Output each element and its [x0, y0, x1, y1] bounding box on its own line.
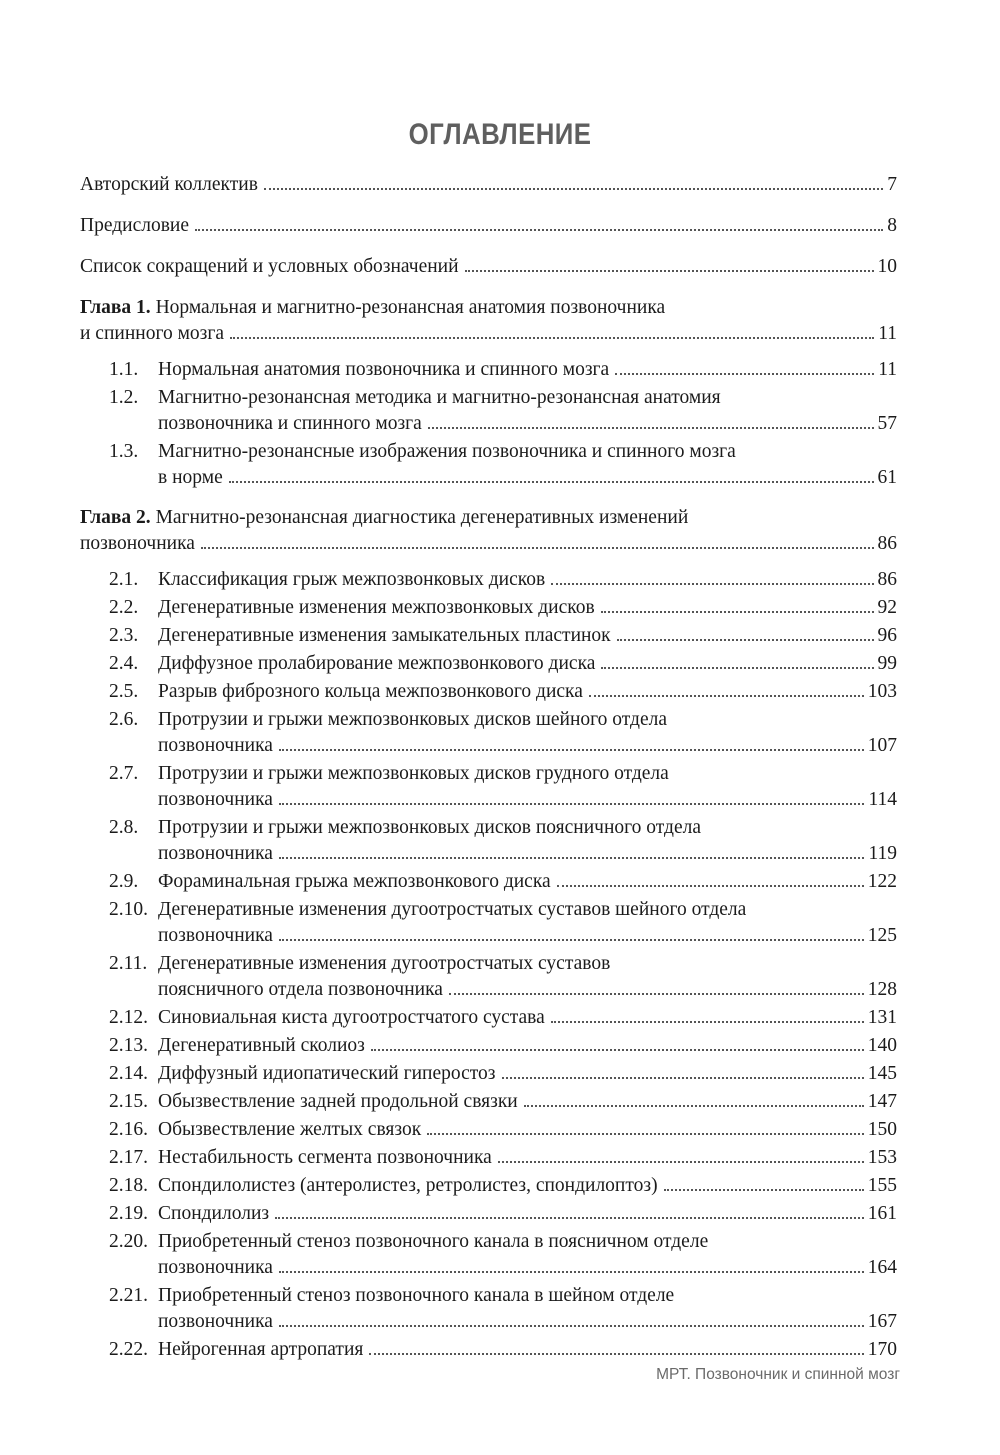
toc-section-entry[interactable] [80, 1117, 897, 1143]
section-title: Протрузии и грыжи межпозвонковых дисков грудного отдела [158, 763, 669, 784]
toc-page-number: 10 [877, 256, 897, 277]
leader-dots [279, 857, 865, 859]
leader-dots [617, 639, 874, 641]
section-title-cont: позвоночника [158, 843, 273, 864]
chapter-heading [80, 295, 897, 321]
leader-dots [369, 1353, 863, 1355]
section-number: 2.17. [109, 1147, 148, 1168]
section-title: Протрузии и грыжи межпозвонковых дисков шейного отдела [158, 709, 667, 730]
chapter-2-sections [80, 567, 897, 1363]
toc-entry-authors[interactable] [80, 172, 897, 198]
leader-dots [279, 939, 864, 941]
chapter-heading [80, 505, 897, 531]
toc-entry-title: Авторский коллектив [80, 174, 258, 195]
toc-section-entry[interactable] [80, 385, 897, 437]
leader-dots [601, 667, 873, 669]
section-title: Обызвествление желтых связок [158, 1119, 422, 1140]
toc-page-number: 7 [887, 174, 897, 195]
leader-dots [428, 427, 874, 429]
leader-dots [601, 611, 874, 613]
chapter-title-cont: и спинного мозга [80, 323, 225, 344]
leader-dots [275, 1217, 864, 1219]
leader-dots [557, 885, 864, 887]
section-number: 2.12. [109, 1007, 148, 1028]
section-number: 1.2. [109, 387, 139, 408]
toc-page-number: 125 [867, 925, 897, 946]
toc-section-entry[interactable] [80, 869, 897, 895]
section-number: 2.14. [109, 1063, 148, 1084]
section-number: 2.9. [109, 871, 139, 892]
toc-page-number: 140 [867, 1035, 897, 1056]
leader-dots [195, 229, 883, 231]
leader-dots [449, 993, 864, 995]
toc-section-entry[interactable] [80, 1229, 897, 1281]
toc-entry-title: Предисловие [80, 215, 190, 236]
section-number: 2.16. [109, 1119, 148, 1140]
toc-entry-abbreviations[interactable] [80, 254, 897, 280]
toc-chapter-1[interactable] [80, 295, 897, 347]
section-title: Нейрогенная артропатия [158, 1339, 364, 1360]
leader-dots [615, 373, 874, 375]
toc-section-entry[interactable] [80, 1061, 897, 1087]
chapter-label: Глава 2. [80, 507, 151, 528]
chapter-label: Глава 1. [80, 297, 151, 318]
section-title: Дегенеративный сколиоз [158, 1035, 365, 1056]
table-of-contents [80, 172, 897, 1377]
section-title: Дегенеративные изменения межпозвонковых дисков [158, 597, 595, 618]
section-number: 2.8. [109, 817, 139, 838]
section-title: Спондилолистез (антеролистез, ретролистез, спондилоптоз) [158, 1175, 658, 1196]
leader-dots [664, 1189, 864, 1191]
toc-section-entry[interactable] [80, 651, 897, 677]
toc-page-number: 131 [867, 1007, 897, 1028]
toc-section-entry[interactable] [80, 595, 897, 621]
section-title: Нестабильность сегмента позвоночника [158, 1147, 492, 1168]
section-number: 2.18. [109, 1175, 148, 1196]
section-title: Приобретенный стеноз позвоночного канала в шейном отделе [158, 1285, 675, 1306]
section-title: Магнитно-резонансные изображения позвоночника и спинного мозга [158, 441, 736, 462]
toc-page-number: 122 [867, 871, 897, 892]
toc-entry-preface[interactable] [80, 213, 897, 239]
section-title: Дегенеративные изменения дугоотростчатых суставов шейного отдела [158, 899, 747, 920]
toc-page-number: 86 [877, 569, 897, 590]
leader-dots [279, 803, 865, 805]
section-title-cont: позвоночника [158, 925, 273, 946]
toc-page-number: 164 [867, 1257, 897, 1278]
toc-section-entry[interactable] [80, 439, 897, 491]
section-title: Магнитно-резонансная методика и магнитно-резонансная анатомия [158, 387, 721, 408]
leader-dots [279, 1325, 864, 1327]
section-title-cont: позвоночника [158, 789, 273, 810]
toc-section-entry[interactable] [80, 1283, 897, 1335]
section-title-cont: позвоночника и спинного мозга [158, 413, 422, 434]
toc-section-entry[interactable] [80, 815, 897, 867]
chapter-title-cont: позвоночника [80, 533, 195, 554]
leader-dots [230, 337, 874, 339]
toc-page-number: 92 [877, 597, 897, 618]
leader-dots [502, 1077, 864, 1079]
chapter-title: Магнитно-резонансная диагностика дегенеративных изменений [155, 507, 689, 528]
leader-dots [551, 583, 873, 585]
toc-section-entry[interactable] [80, 951, 897, 1003]
running-footer: МРТ. Позвоночник и спинной мозг [656, 1366, 900, 1383]
toc-page-number: 167 [867, 1311, 897, 1332]
toc-section-entry[interactable] [80, 679, 897, 705]
toc-entry-title: Список сокращений и условных обозначений [80, 256, 459, 277]
section-number: 2.5. [109, 681, 139, 702]
chapter-title: Нормальная и магнитно-резонансная анатомия позвоночника [155, 297, 666, 318]
section-title-cont: позвоночника [158, 735, 273, 756]
section-title: Нормальная анатомия позвоночника и спинного мозга [158, 359, 610, 380]
toc-section-entry[interactable] [80, 1337, 897, 1363]
toc-section-entry[interactable] [80, 567, 897, 593]
leader-dots [279, 749, 864, 751]
toc-page-number: 153 [867, 1147, 897, 1168]
section-title: Диффузное пролабирование межпозвонкового диска [158, 653, 596, 674]
toc-chapter-2[interactable] [80, 505, 897, 557]
toc-section-entry[interactable] [80, 761, 897, 813]
toc-page-number: 150 [867, 1119, 897, 1140]
section-title-cont: позвоночника [158, 1311, 273, 1332]
leader-dots [427, 1133, 864, 1135]
leader-dots [264, 188, 883, 190]
toc-page-number: 147 [867, 1091, 897, 1112]
toc-page-number: 8 [887, 215, 897, 236]
section-title: Диффузный идиопатический гиперостоз [158, 1063, 496, 1084]
toc-page-number: 161 [867, 1203, 897, 1224]
section-number: 2.22. [109, 1339, 148, 1360]
section-number: 2.10. [109, 899, 148, 920]
section-number: 2.1. [109, 569, 139, 590]
section-title: Приобретенный стеноз позвоночного канала в поясничном отделе [158, 1231, 709, 1252]
toc-page-number: 61 [877, 467, 897, 488]
toc-section-entry[interactable] [80, 357, 897, 383]
section-number: 2.2. [109, 597, 139, 618]
section-title: Классификация грыж межпозвонковых дисков [158, 569, 546, 590]
section-number: 2.6. [109, 709, 139, 730]
toc-section-entry[interactable] [80, 1089, 897, 1115]
section-title: Спондилолиз [158, 1203, 270, 1224]
section-title: Дегенеративные изменения дугоотростчатых суставов [158, 953, 611, 974]
toc-page-number: 107 [867, 735, 897, 756]
toc-section-entry[interactable] [80, 1033, 897, 1059]
toc-page-number: 11 [878, 359, 897, 380]
leader-dots [201, 547, 874, 549]
toc-page-number: 170 [867, 1339, 897, 1360]
toc-page-number: 114 [868, 789, 897, 810]
section-title: Фораминальная грыжа межпозвонкового диска [158, 871, 551, 892]
section-number: 2.11. [109, 953, 148, 974]
toc-page-number: 57 [877, 413, 897, 434]
section-number: 2.21. [109, 1285, 148, 1306]
section-title-cont: позвоночника [158, 1257, 273, 1278]
section-number: 1.3. [109, 441, 139, 462]
toc-page-number: 86 [877, 533, 897, 554]
section-title: Разрыв фиброзного кольца межпозвонкового диска [158, 681, 583, 702]
section-title: Дегенеративные изменения замыкательных пластинок [158, 625, 611, 646]
leader-dots [465, 270, 874, 272]
section-number: 2.4. [109, 653, 139, 674]
leader-dots [498, 1161, 864, 1163]
leader-dots [524, 1105, 864, 1107]
toc-page-number: 103 [867, 681, 897, 702]
section-number: 2.15. [109, 1091, 148, 1112]
section-title: Синовиальная киста дугоотростчатого сустава [158, 1007, 545, 1028]
toc-section-entry[interactable] [80, 623, 897, 649]
section-title: Протрузии и грыжи межпозвонковых дисков поясничного отдела [158, 817, 701, 838]
section-number: 2.3. [109, 625, 139, 646]
toc-page-number: 99 [877, 653, 897, 674]
chapter-1-sections [80, 357, 897, 491]
toc-section-entry[interactable] [80, 707, 897, 759]
section-title-cont: в норме [158, 467, 223, 488]
page-title: ОГЛАВЛЕНИЕ [408, 118, 592, 151]
toc-page-number: 155 [867, 1175, 897, 1196]
toc-page-number: 145 [867, 1063, 897, 1084]
section-number: 2.13. [109, 1035, 148, 1056]
section-number: 1.1. [109, 359, 139, 380]
leader-dots [371, 1049, 864, 1051]
toc-section-entry[interactable] [80, 1201, 897, 1227]
toc-section-entry[interactable] [80, 1005, 897, 1031]
toc-page-number: 119 [868, 843, 897, 864]
toc-page-number: 128 [867, 979, 897, 1000]
toc-page-number: 11 [878, 323, 897, 344]
section-number: 2.20. [109, 1231, 148, 1252]
toc-section-entry[interactable] [80, 1173, 897, 1199]
leader-dots [551, 1021, 864, 1023]
leader-dots [589, 695, 864, 697]
toc-section-entry[interactable] [80, 897, 897, 949]
section-number: 2.19. [109, 1203, 148, 1224]
section-number: 2.7. [109, 763, 139, 784]
toc-section-entry[interactable] [80, 1145, 897, 1171]
section-title: Обызвествление задней продольной связки [158, 1091, 518, 1112]
leader-dots [229, 481, 874, 483]
leader-dots [279, 1271, 864, 1273]
section-title-cont: поясничного отдела позвоночника [158, 979, 443, 1000]
toc-page-number: 96 [877, 625, 897, 646]
